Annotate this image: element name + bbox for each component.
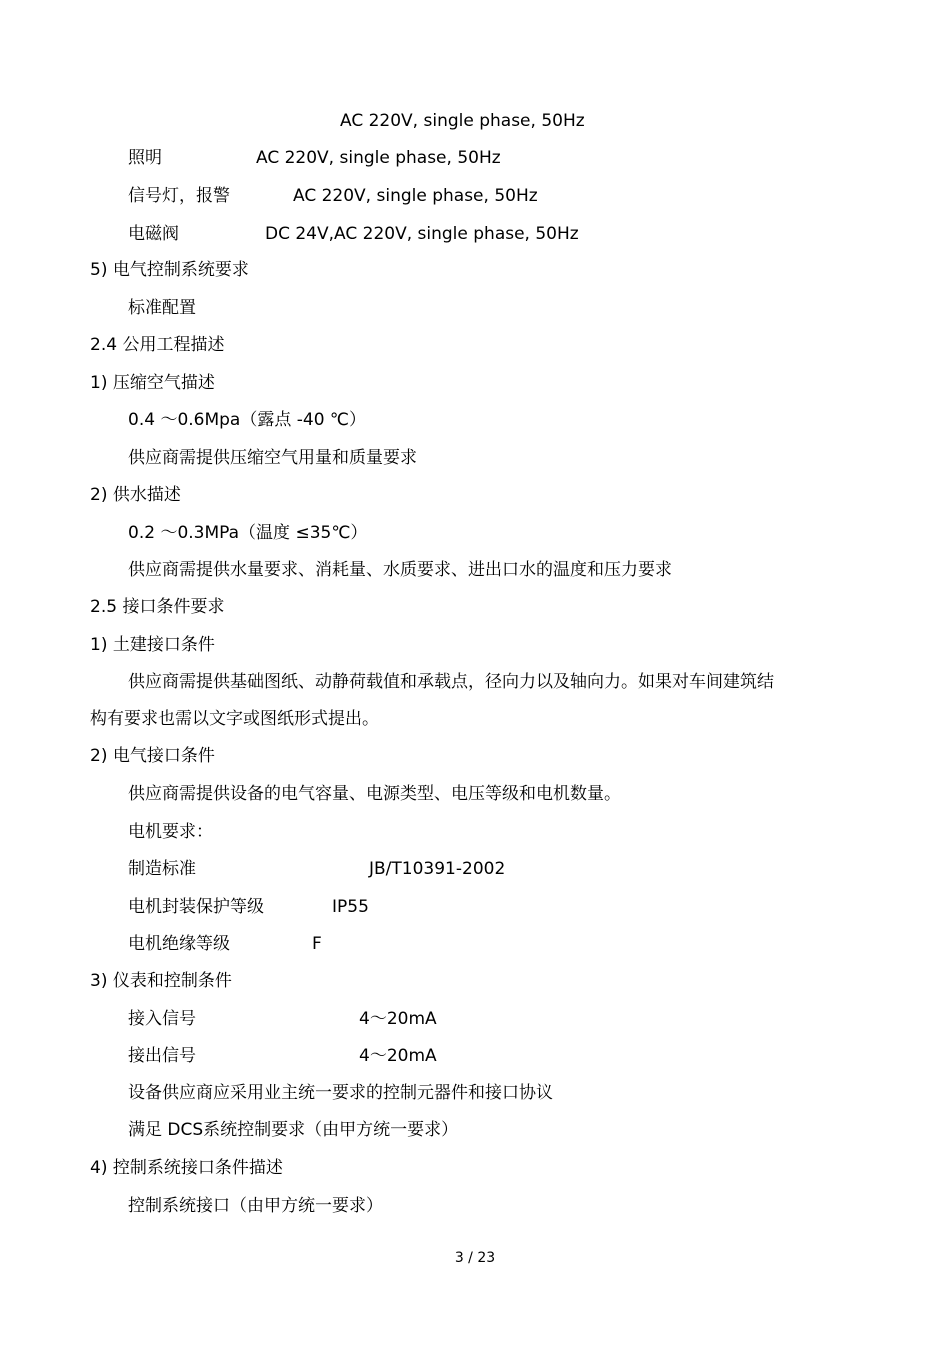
subsection-heading: 2) 供水描述 bbox=[90, 485, 181, 505]
line-text: 满足 DCS系统控制要求（由甲方统一要求） bbox=[128, 1120, 459, 1140]
line-text: 供应商需提供压缩空气用量和质量要求 bbox=[128, 448, 417, 468]
subsection-heading: 3) 仪表和控制条件 bbox=[90, 971, 232, 991]
line-label: 照明 bbox=[128, 148, 162, 168]
subsection-heading: 4) 控制系统接口条件描述 bbox=[90, 1158, 283, 1178]
line-value: IP55 bbox=[332, 897, 369, 917]
line-value: AC 220V, single phase, 50Hz bbox=[256, 148, 501, 168]
line-value: AC 220V, single phase, 50Hz bbox=[293, 186, 538, 206]
subsection-heading: 2) 电气接口条件 bbox=[90, 746, 215, 766]
line-text: 构有要求也需以文字或图纸形式提出。 bbox=[90, 709, 379, 729]
line-label: 电磁阀 bbox=[128, 224, 179, 244]
page-number: 3 / 23 bbox=[454, 1250, 496, 1266]
section-heading: 2.5 接口条件要求 bbox=[90, 597, 225, 617]
line-value: 4～20mA bbox=[359, 1009, 437, 1029]
line-text: 控制系统接口（由甲方统一要求） bbox=[128, 1196, 383, 1216]
line-text: 供应商需提供基础图纸、动静荷载值和承载点，径向力以及轴向力。如果对车间建筑结 bbox=[128, 672, 774, 692]
line-label: 信号灯，报警 bbox=[128, 186, 230, 206]
line-value: 4～20mA bbox=[359, 1046, 437, 1066]
section-heading: 2.4 公用工程描述 bbox=[90, 335, 225, 355]
section-heading: 5) 电气控制系统要求 bbox=[90, 260, 249, 280]
line-value: DC 24V,AC 220V, single phase, 50Hz bbox=[265, 224, 579, 244]
line-value: JB/T10391-2002 bbox=[369, 859, 506, 879]
line-label: 接出信号 bbox=[128, 1046, 196, 1066]
line-label: 制造标准 bbox=[128, 859, 196, 879]
line-label: 接入信号 bbox=[128, 1009, 196, 1029]
subsection-heading: 1) 压缩空气描述 bbox=[90, 373, 215, 393]
line-label: 电机封装保护等级 bbox=[128, 897, 264, 917]
line-text: AC 220V, single phase, 50Hz bbox=[340, 111, 585, 131]
line-text: 供应商需提供设备的电气容量、电源类型、电压等级和电机数量。 bbox=[128, 784, 621, 804]
line-text: 0.4 ～0.6Mpa（露点 -40 ℃） bbox=[128, 410, 367, 430]
line-text: 0.2 ～0.3MPa（温度 ≤35℃） bbox=[128, 523, 368, 543]
line-label: 电机绝缘等级 bbox=[128, 934, 230, 954]
line-text: 供应商需提供水量要求、消耗量、水质要求、进出口水的温度和压力要求 bbox=[128, 560, 672, 580]
line-text: 电机要求： bbox=[128, 822, 213, 842]
subsection-heading: 1) 土建接口条件 bbox=[90, 635, 215, 655]
line-text: 标准配置 bbox=[128, 298, 196, 318]
line-value: F bbox=[312, 934, 322, 954]
line-text: 设备供应商应采用业主统一要求的控制元器件和接口协议 bbox=[128, 1083, 553, 1103]
